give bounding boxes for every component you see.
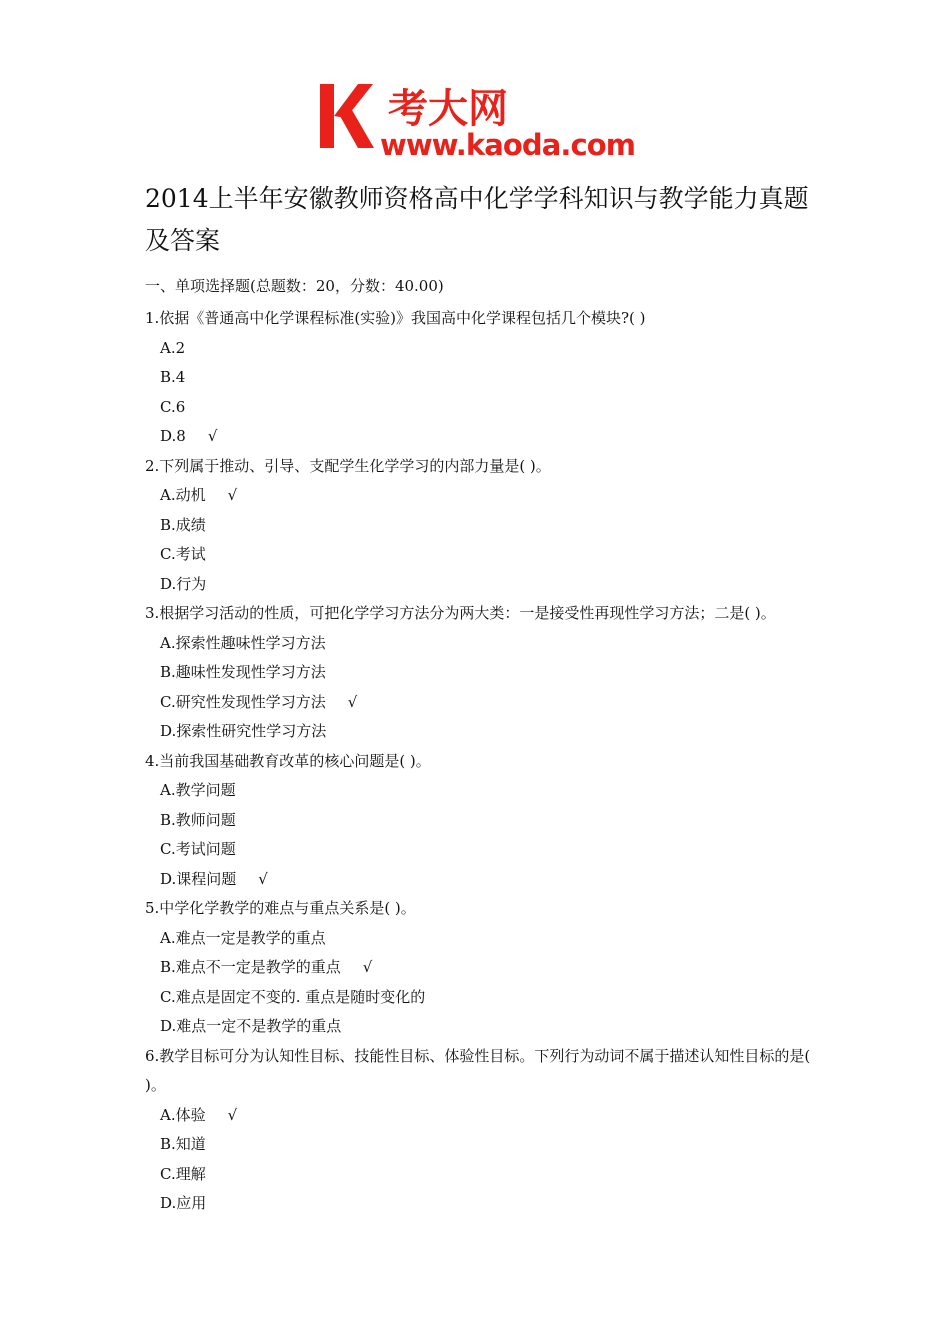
answer-option (145, 688, 815, 718)
section-header: 一、单项选择题(总题数：20，分数：40.00) (145, 277, 444, 295)
question-block (145, 452, 815, 600)
option-text: A.动机 (160, 486, 206, 504)
option-text: D.课程问题 (160, 869, 237, 888)
answer-option (145, 835, 815, 865)
logo-url: www.kaoda.com (380, 128, 636, 160)
question-block (145, 747, 815, 895)
answer-option (145, 511, 815, 541)
answer-option (145, 481, 815, 511)
answer-option (145, 422, 815, 452)
question-text: 1.依据《普通高中化学课程标准(实验)》我国高中化学课程包括几个模块?( ) (145, 309, 646, 327)
question-block (145, 894, 815, 1042)
option-text: D.难点一定不是教学的重点 (160, 1017, 342, 1035)
answer-option (145, 334, 815, 364)
option-text: A.2 (160, 338, 186, 357)
option-text: B.趣味性发现性学习方法 (160, 663, 326, 681)
answer-option (145, 776, 815, 806)
answer-option (145, 1130, 815, 1160)
option-text: A.教学问题 (160, 781, 236, 799)
option-text: C.考试问题 (160, 840, 236, 858)
answer-option (145, 629, 815, 659)
question-block (145, 599, 815, 747)
answer-option (145, 393, 815, 423)
question-text: 3.根据学习活动的性质，可把化学学习方法分为两大类：一是接受性再现性学习方法；二是( )。 (145, 604, 776, 622)
option-text: D.探索性研究性学习方法 (160, 722, 327, 740)
question-block (145, 304, 815, 452)
answer-option (145, 865, 815, 895)
option-text: B.成绩 (160, 515, 206, 534)
option-text: D.应用 (160, 1194, 207, 1212)
correct-answer-check-icon: √ (227, 486, 238, 504)
option-text: D.8 (160, 427, 186, 445)
correct-answer-check-icon: √ (258, 869, 268, 888)
question-text: 6.教学目标可分为认知性目标、技能性目标、体验性目标。下列行为动词不属于描述认知性目标的是( )。 (145, 1046, 811, 1094)
logo-k-lower (340, 110, 374, 148)
correct-answer-check-icon: √ (227, 1105, 238, 1124)
option-text: C.研究性发现性学习方法 (160, 692, 326, 711)
kaoda-logo (318, 80, 640, 160)
answer-option (145, 806, 815, 836)
answer-option (145, 924, 815, 954)
question-block (145, 1042, 815, 1219)
question-text: 4.当前我国基础教育改革的核心问题是( )。 (145, 751, 431, 770)
answer-option (145, 1101, 815, 1131)
logo-k-stem (320, 84, 334, 148)
answer-option (145, 717, 815, 747)
correct-answer-check-icon: √ (207, 427, 218, 445)
option-text: C.难点是固定不变的. 重点是随时变化的 (160, 987, 426, 1006)
logo-brand-cn: 考大网 (388, 86, 508, 132)
answer-option (145, 658, 815, 688)
answer-option (145, 540, 815, 570)
answer-option (145, 983, 815, 1013)
option-text: B.知道 (160, 1135, 206, 1153)
question-text: 5.中学化学教学的难点与重点关系是( )。 (145, 899, 416, 917)
option-text: B.4 (160, 368, 186, 386)
option-text: C.6 (160, 397, 186, 416)
answer-option (145, 570, 815, 600)
option-text: A.体验 (160, 1105, 206, 1124)
answer-option (145, 1012, 815, 1042)
question-list (145, 304, 815, 1219)
option-text: C.理解 (160, 1164, 206, 1183)
option-text: B.难点不一定是教学的重点 (160, 958, 341, 976)
page-title: 2014上半年安徽教师资格高中化学学科知识与教学能力真题及答案 (145, 184, 809, 255)
answer-option (145, 953, 815, 983)
answer-option (145, 1189, 815, 1219)
answer-option (145, 363, 815, 393)
correct-answer-check-icon: √ (347, 692, 358, 711)
option-text: A.探索性趣味性学习方法 (160, 633, 326, 652)
correct-answer-check-icon: √ (362, 958, 373, 976)
question-text: 2.下列属于推动、引导、支配学生化学学习的内部力量是( )。 (145, 456, 551, 475)
option-text: B.教师问题 (160, 810, 236, 829)
answer-option (145, 1160, 815, 1190)
option-text: C.考试 (160, 545, 206, 563)
option-text: D.行为 (160, 574, 207, 593)
option-text: A.难点一定是教学的重点 (160, 928, 326, 947)
